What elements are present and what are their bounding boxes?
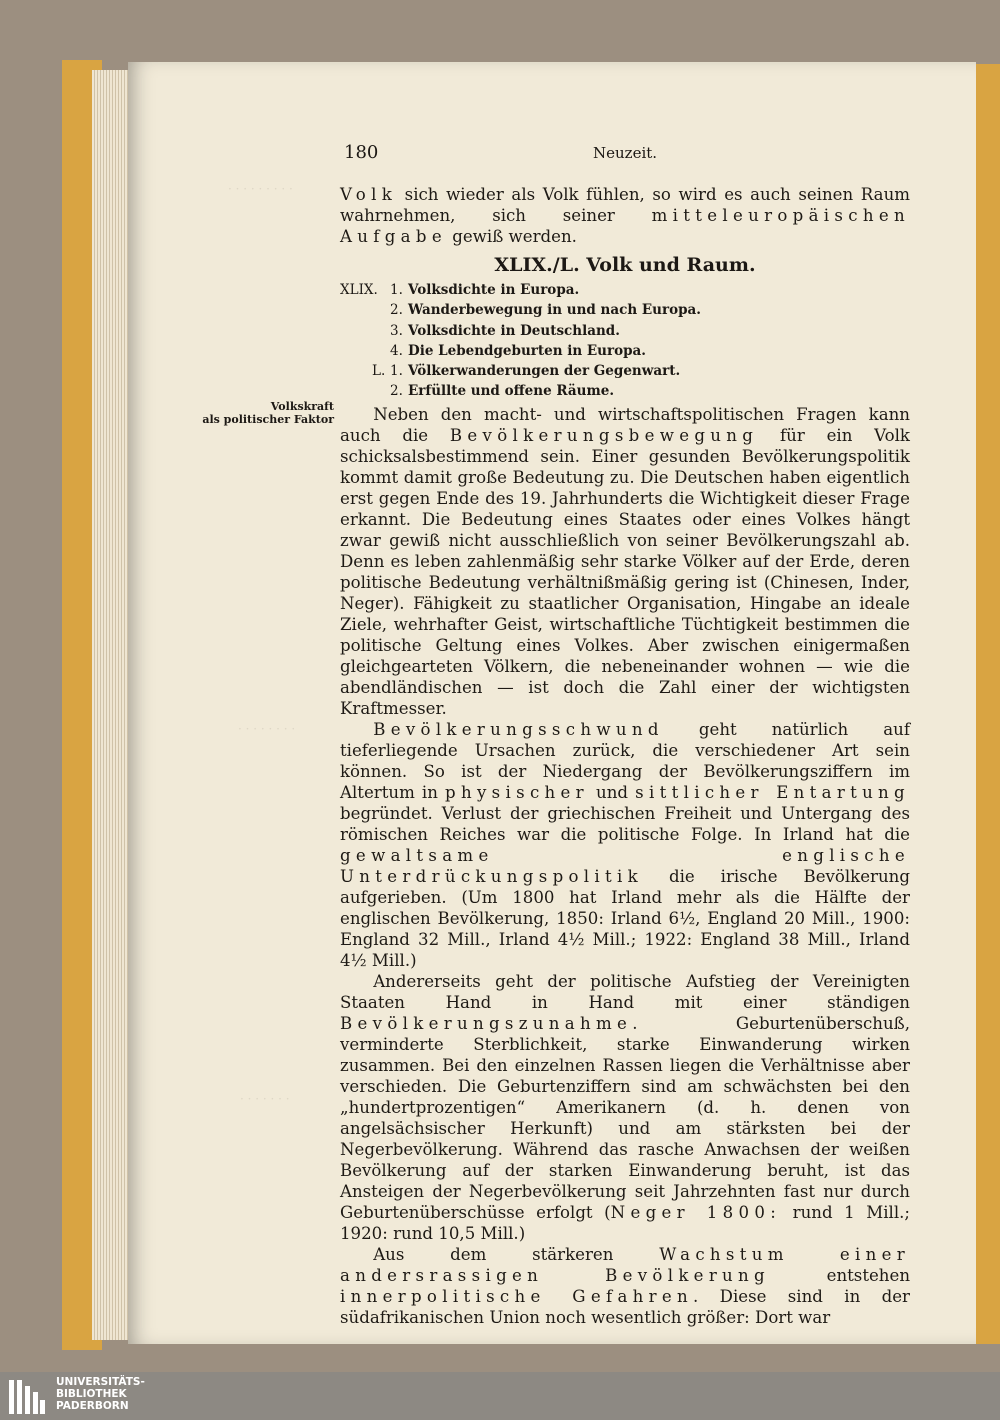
library-logo-icon <box>8 1378 46 1416</box>
book-cover-right <box>972 64 1000 1344</box>
section-contents <box>340 280 910 402</box>
toc-item: L. 1. Völkerwanderungen der Gegenwart. <box>372 363 681 380</box>
paragraph-population-movement: Neben den macht- und wirtschaftspolitischen Fragen kann auch die Bevölkerungsbewegung für ein Volk schicksalsbestimmend sein. Einer gesunden Bevölkerungspolitik kommt damit große Bedeutung zu. Die Deutschen haben eigentlich erst gegen Ende des 19. Jahrhunderts die Wichtigkeit dieser Frage erkannt. Die Bedeutung eines Staates oder eines Volkes hängt zwar gewiß nicht ausschließlich von seiner Bevölkerungszahl ab. Denn es leben zahlenmäßig sehr starke Völker auf der Erde, deren politische Bedeutung verhältnißmäßig gering ist (Chinesen, Inder, Neger). Fähigkeit zu staatlicher Organisation, Hingabe an ideale Ziele, wehrhafter Geist, wirtschaftliche Tüchtigkeit bestimmen die politische Geltung eines Volkes. Aber zwischen einigermaßen gleichgearteten Völkern, die nebeneinander wohnen — wie die abendländischen — ist doch die Zahl einer der wichtigsten Kraftmesser. <box>340 405 910 718</box>
page-header <box>338 142 910 172</box>
running-head: Neuzeit. <box>593 144 658 162</box>
bleed-through-2: · · · · · · · · <box>238 722 296 736</box>
margin-note: Volkskraft als politischer Faktor <box>202 400 334 426</box>
bleed-through-1: · · · · · · · · · <box>228 182 293 196</box>
intro-paragraph: Volk sich wieder als Volk fühlen, so wird es auch seinen Raum wahrnehmen, sich seiner mitteleuropäischen Aufgabe gewiß werden. <box>340 185 910 246</box>
paragraph-foreign-races: Aus dem stärkeren Wachstum einer andersrassigen Bevölkerung entstehen innerpolitische Gefahren. Diese sind in der südafrikanischen Union noch wesentlich größer: Dort war <box>340 1245 911 1327</box>
library-name: UNIVERSITÄTS- BIBLIOTHEK PADERBORN <box>56 1376 145 1412</box>
toc-item: 3. Volksdichte in Deutschland. <box>390 322 620 339</box>
section-title: XLIX./L. Volk und Raum. <box>494 254 756 276</box>
paragraph-united-states: Andererseits geht der politische Aufstieg der Vereinigten Staaten Hand in Hand mit einer ständigen Bevölkerungszunahme. Geburtenüberschuß, verminderte Sterblichkeit, starke Einwanderung wirken zusammen. Bei den einzelnen Rassen liegen die Verhältnisse aber verschieden. Die Geburtenziffern sind am schwächsten bei den „hundertprozentigen“ Amerikanern (d. h. denen von angelsächsischer Herkunft) und am stärksten bei der Negerbevölkerung. Während das rasche Anwachsen der weißen Bevölkerung auf der starken Einwanderung beruht, ist das Ansteigen der Negerbevölkerung seit Jahrzehnten fast nur durch Geburtenüberschüsse erfolgt (Neger 1800: rund 1 Mill.; 1920: rund 10,5 Mill.) <box>340 972 910 1243</box>
paragraph-population-decline: Bevölkerungsschwund geht natürlich auf tieferliegende Ursachen zurück, die verschiedener Art sein können. So ist der Niedergang der Bevölkerungsziffern im Altertum in physischer und sittlicher Entartung begründet. Verlust der griechischen Freiheit und Untergang des römischen Reiches war die politische Folge. In Irland hat die gewaltsame englische Unterdrückungspolitik die irische Bevölkerung aufgerieben. (Um 1800 hat Irland mehr als die Hälfte der englischen Bevölkerung, 1850: Irland 6½, England 20 Mill., 1900: England 32 Mill., Irland 4½ Mill.; 1922: England 38 Mill., Irland 4½ Mill.) <box>340 720 910 970</box>
spaced-word: Volk <box>340 185 398 204</box>
toc-item: XLIX. 1. Volksdichte in Europa. <box>340 282 580 298</box>
toc-item: 2. Erfüllte und offene Räume. <box>390 383 615 400</box>
toc-item: 4. Die Lebendgeburten in Europa. <box>390 342 646 359</box>
library-footer-bar <box>0 1372 1000 1420</box>
spaced-phrase: mitteleuropäischen Aufgabe <box>340 206 910 246</box>
bleed-through-3: · · · · · · · <box>240 1092 290 1106</box>
page-number: 180 <box>344 142 379 163</box>
toc-item: 2. Wanderbewegung in und nach Europa. <box>390 302 701 319</box>
body-text <box>340 404 910 1328</box>
